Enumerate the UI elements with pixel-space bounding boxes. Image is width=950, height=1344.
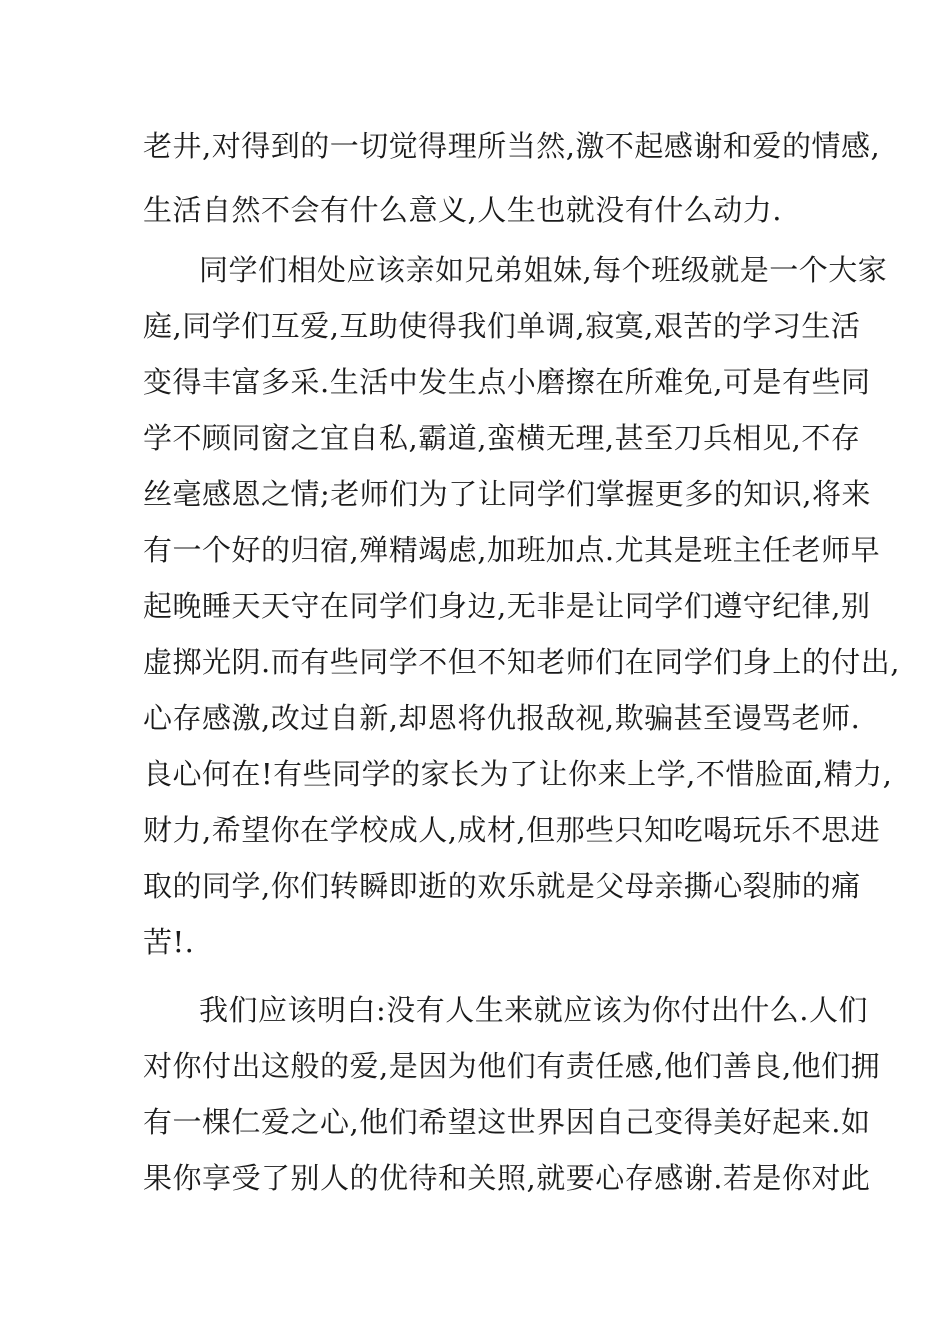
- text-line: 学不顾同窗之宜自私,霸道,蛮横无理,甚至刀兵相见,不存: [143, 421, 861, 455]
- text-line: 起晚睡天天守在同学们身边,无非是让同学们遵守纪律,别: [143, 589, 871, 623]
- paragraph-start-line: 同学们相处应该亲如兄弟姐妹,每个班级就是一个大家: [199, 253, 888, 287]
- text-line: 财力,希望你在学校成人,成材,但那些只知吃喝玩乐不思进: [143, 813, 881, 847]
- text-line: 心存感激,改过自新,却恩将仇报敌视,欺骗甚至谩骂老师.: [143, 701, 861, 735]
- text-line: 生活自然不会有什么意义,人生也就没有什么动力.: [143, 193, 782, 227]
- text-line: 庭,同学们互爱,互助使得我们单调,寂寞,艰苦的学习生活: [143, 309, 861, 343]
- text-line: 丝毫感恩之情;老师们为了让同学们掌握更多的知识,将来: [143, 477, 871, 511]
- text-line: 老井,对得到的一切觉得理所当然,激不起感谢和爱的情感,: [143, 129, 881, 163]
- text-line: 对你付出这般的爱,是因为他们有责任感,他们善良,他们拥: [143, 1049, 881, 1083]
- text-line: 取的同学,你们转瞬即逝的欢乐就是父母亲撕心裂肺的痛: [143, 869, 861, 903]
- text-line: 苦!.: [143, 925, 195, 959]
- text-line: 有一棵仁爱之心,他们希望这世界因自己变得美好起来.如: [143, 1105, 871, 1139]
- text-line: 虚掷光阴.而有些同学不但不知老师们在同学们身上的付出,: [143, 645, 900, 679]
- text-line: 果你享受了别人的优待和关照,就要心存感谢.若是你对此: [143, 1161, 871, 1195]
- text-line: 变得丰富多采.生活中发生点小磨擦在所难免,可是有些同: [143, 365, 871, 399]
- paragraph-start-line: 我们应该明白:没有人生来就应该为你付出什么.人们: [199, 993, 868, 1027]
- text-line: 良心何在!有些同学的家长为了让你来上学,不惜脸面,精力,: [143, 757, 893, 791]
- text-line: 有一个好的归宿,殚精竭虑,加班加点.尤其是班主任老师早: [143, 533, 881, 567]
